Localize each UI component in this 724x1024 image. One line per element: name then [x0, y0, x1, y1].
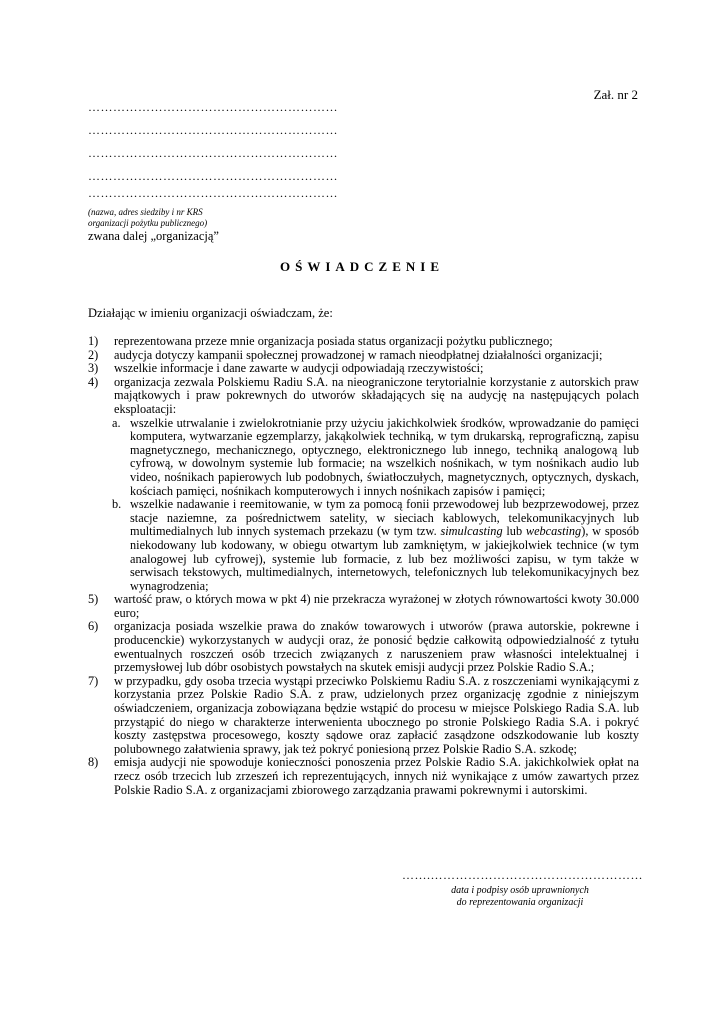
signature-caption-line: data i podpisy osób uprawnionych: [451, 885, 589, 896]
organization-alias: zwana dalej „organizacją”: [88, 229, 219, 243]
list-item: [88, 349, 639, 363]
list-item: [88, 593, 639, 620]
organization-note-line: organizacji pożytku publicznego): [88, 218, 208, 228]
sub-item: [112, 417, 639, 499]
item-number: 8): [88, 755, 99, 770]
sub-item-text-part: wszelkie nadawanie i reemitowanie, w tym za pomocą fonii przewodowej lub bezprzewodowej, przez stacje naziemne, za pośrednictwem satelity, w sieciach kablowych, telekomunikacyjnych lub multimedialnych lub innych systemach przekazu (w tym tzw.: [130, 497, 639, 539]
dotted-line: ……………………………………………………: [88, 100, 338, 114]
item-text: emisja audycji nie spowoduje konieczności ponoszenia przez Polskie Radio S.A. jakichkolwiek opłat na rzecz osób trzecich lub zrzeszeń ich reprezentujących, innych niż wynikające z umów zawartych przez Polskie Radio S.A. z organizacjami zbiorowego zarządzania prawami pokrewnymi i autorskimi.: [114, 755, 639, 797]
item-number: 1): [88, 334, 99, 348]
item-number: 3): [88, 361, 99, 376]
document-title: OŚWIADCZENIE: [279, 259, 445, 274]
list-item: [88, 756, 639, 797]
item-text: reprezentowana przeze mnie organizacja posiada status organizacji pożytku publicznego;: [114, 334, 553, 348]
item-number: 6): [88, 619, 99, 634]
item-text: audycja dotyczy kampanii społecznej prowadzonej w ramach nieodpłatnej działalności organizacji;: [114, 347, 603, 362]
sub-item-text: wszelkie utrwalanie i zwielokrotnianie przy użyciu jakichkolwiek środków, wprowadzanie do pamięci komputera, wytwarzanie egzemplarzy, jakąkolwiek techniką, w tym drukarską, reprograficzną, zapisu magnetycznego, mechanicznego, optycznego, elektronicznego lub innego, techniką analogową lub cyfrową, w dowolnym systemie lub formacie; na wszelkich nośnikach, w tym nośnikach audio lub video, nośnikach papierowych lub podobnych, światłoczułych, magnetycznych, optycznych, dyskach, kościach pamięci, nośnikach komputerowych i innych nośnikach zapisów i pamięci;: [130, 415, 639, 498]
sub-item-letter: a.: [112, 415, 121, 430]
sub-item-letter: b.: [112, 497, 122, 512]
sub-item-emphasis: simulcasting: [440, 524, 503, 539]
item-text: w przypadku, gdy osoba trzecia wystąpi przeciwko Polskiemu Radiu S.A. z roszczeniami wynikającymi z korzystania przez Polskie Radio S.A. z praw, udzielonych przez organizację zgodnie z niniejszym oświadczeniem, organizacja zobowiązana będzie wstąpić do procesu w miejsce Polskiego Radia S.A. lub przystąpić do niego w charakterze interwenienta ubocznego po stronie Polskiego Radia S.A. i pokryć koszty zastępstwa procesowego, koszty sądowe oraz zapłacić zasądzone odszkodowanie lub koszty polubownego załatwienia sprawy, jak też pokryć poniesioną przez Polskie Radio S.A. szkodę;: [114, 673, 639, 756]
item-number: 2): [88, 347, 99, 362]
dotted-line: ……………………………………………………: [88, 169, 338, 183]
organization-note: [88, 207, 207, 229]
signature-line: …….……………………………………………: [402, 868, 643, 882]
item-text: wszelkie informacje i dane zawarte w audycji odpowiadają rzeczywistości;: [114, 361, 484, 376]
item-text: organizacja posiada wszelkie prawa do znaków towarowych i utworów (prawa autorskie, pokrewne i producenckie) wykorzystanych w audycji oraz, że ponosić będzie całkowitą odpowiedzialność z tytułu ewentualnych roszczeń osób trzecich związanych z naruszeniem praw własności intelektualnej i przemysłowej lub dóbr osobistych powstałych na skutek emisji audycji przez Polskie Radio S.A.;: [114, 619, 639, 675]
sub-item-emphasis: webcasting: [525, 524, 582, 539]
list-item: [88, 376, 639, 417]
list-item: [88, 675, 639, 757]
declaration-list: [88, 335, 639, 797]
list-item: [88, 362, 639, 376]
item-text: wartość praw, o których mowa w pkt 4) nie przekracza wyrażonej w złotych równowartości kwoty 30.000 euro;: [114, 592, 639, 620]
dotted-line: ……………………………………………………: [88, 146, 338, 160]
item-number: 4): [88, 374, 99, 389]
dotted-line: ……………………………………………………: [88, 186, 338, 200]
list-item: [88, 620, 639, 674]
attachment-number: Zał. nr 2: [593, 87, 638, 102]
item-number: 7): [88, 673, 99, 688]
sub-item-text-part: ), w sposób niekodowany lub kodowany, w obiegu otwartym lub zamkniętym, w jakiejkolwiek technice (w tym analogowej lub cyfrowej), systemie lub formacie, z lub bez możliwości zapisu, w tym także w serwisach tekstowych, multimedialnych, internetowych, telefonicznych lub telekomunikacyjnych bez wynagrodzenia;: [130, 524, 639, 593]
item-text: organizacja zezwala Polskiemu Radiu S.A. na nieograniczone terytorialnie korzystanie z autorskich praw majątkowych i praw pokrewnych do utworów składających się na audycję na następujących polach eksploatacji:: [114, 374, 639, 416]
signature-block: [402, 868, 643, 909]
dotted-line: ……………………………………………………: [88, 123, 338, 137]
sub-item-text-part: lub: [502, 524, 526, 539]
signature-caption-line: do reprezentowania organizacji: [456, 897, 584, 908]
sub-item-text: [130, 498, 639, 593]
organization-note-line: (nazwa, adres siedziby i nr KRS: [88, 207, 203, 217]
item-number: 5): [88, 592, 99, 607]
intro-text: Działając w imieniu organizacji oświadczam, że:: [88, 306, 333, 320]
list-item: [88, 335, 639, 349]
sub-item: [112, 498, 639, 593]
